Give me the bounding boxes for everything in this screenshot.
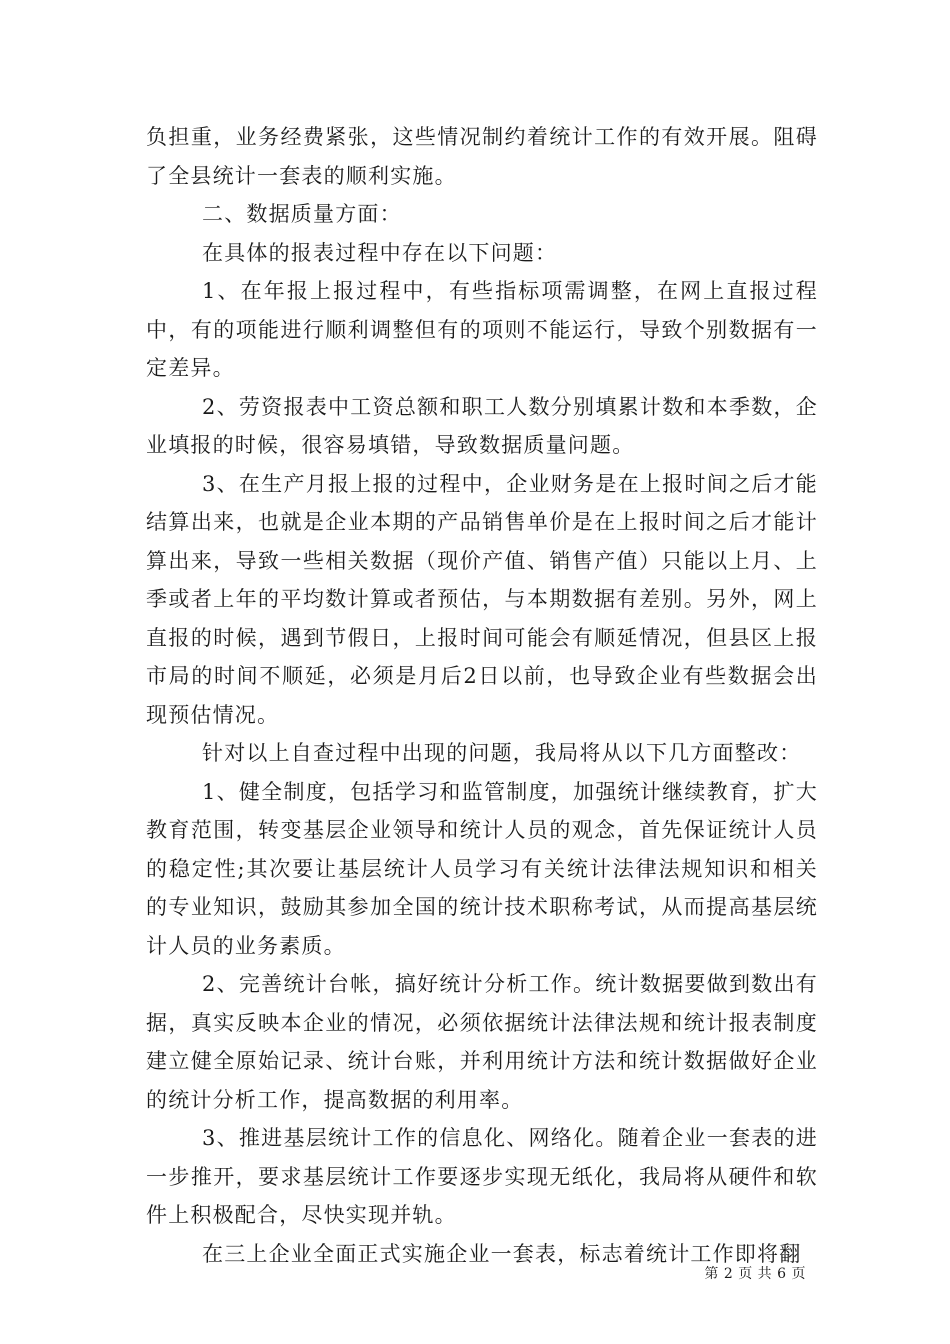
list-item-measure-1: 1、健全制度，包括学习和监管制度，加强统计继续教育，扩大教育范围，转变基层企业领导和统计人员的观念，首先保证统计人员的稳定性;其次要让基层统计人员学习有关统计法律法规知识和相关的专业知识，鼓励其参加全国的统计技术职称考试，从而提高基层统计人员的业务素质。 [146,779,818,958]
paragraph: 在三上企业全面正式实施企业一套表，标志着统计工作即将翻 [202,1241,802,1266]
document-body [146,118,818,1273]
list-item-issue-1: 1、在年报上报过程中，有些指标项需调整，在网上直报过程中，有的项能进行顺利调整但有的项则不能运行，导致个别数据有一定差异。 [146,279,818,380]
paragraph: 针对以上自查过程中出现的问题，我局将从以下几方面整改： [202,741,802,765]
section-heading-data-quality: 二、数据质量方面： [202,202,402,226]
list-item-measure-3: 3、推进基层统计工作的信息化、网络化。随着企业一套表的进一步推开，要求基层统计工作要逐步实现无纸化，我局将从硬件和软件上积极配合，尽快实现并轨。 [146,1126,818,1227]
list-item-issue-3: 3、在生产月报上报的过程中，企业财务是在上报时间之后才能结算出来，也就是企业本期的产品销售单价是在上报时间之后才能计算出来，导致一些相关数据（现价产值、销售产值）只能以上月、上季或者上年的平均数计算或者预估，与本期数据有差别。另外，网上直报的时候，遇到节假日，上报时间可能会有顺延情况，但县区上报市局的时间不顺延，必须是月后2日以前，也导致企业有些数据会出现预估情况。 [146,471,818,727]
paragraph: 负担重，业务经费紧张，这些情况制约着统计工作的有效开展。阻碍了全县统计一套表的顺利实施。 [146,125,818,188]
page-number: 第 2 页 共 6 页 [704,1266,806,1282]
list-item-measure-2: 2、完善统计台帐，搞好统计分析工作。统计数据要做到数出有据，真实反映本企业的情况，必须依据统计法律法规和统计报表制度建立健全原始记录、统计台账，并利用统计方法和统计数据做好企业的统计分析工作，提高数据的利用率。 [146,972,818,1112]
paragraph: 在具体的报表过程中存在以下问题： [202,240,558,265]
list-item-issue-2: 2、劳资报表中工资总额和职工人数分别填累计数和本季数，企业填报的时候，很容易填错，导致数据质量问题。 [146,394,818,457]
